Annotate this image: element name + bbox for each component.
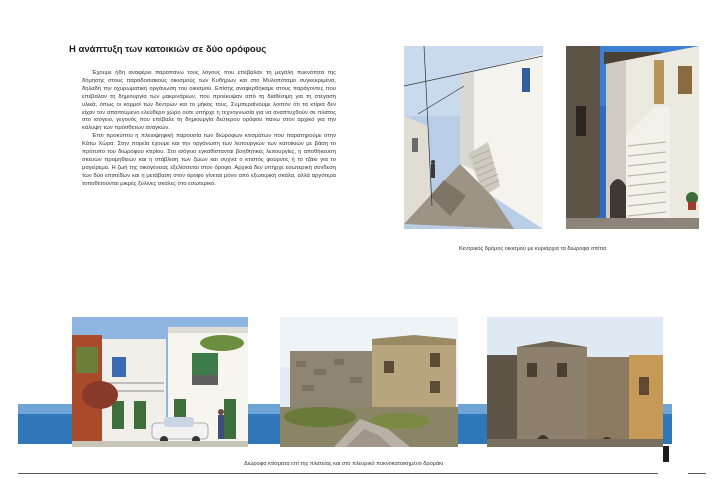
paragraph-2: Έτσι προκύπτει η πλειοψηφική παρουσία των διώροφων κτισμάτων που παρατηρούμε στην Κάτω Χώρα. Στην πορεία έχουμε και την οργάνωση των λειτουργιών των κατοικιών με βάση το πρότυπο του διώροφου κτιρίου. Στο ισόγειο εγκαθίστανται βοηθητικές λειτουργίες, η αποθήκευση σκευών προμηθειών και η στάβλιση των ζώων και συχνά ο κτιστός φούρνος ή το τζάκι για το μαγείρεμα. Η ζωή της οικογένειας εξελίσσεται στον όροφο. Αρχικά δεν υπήρχε εσωτερική σύνδεση των δύο επιπέδων και η μετάβαση στον όροφο γίνεται μόνο από εξωτερική σκάλα, αλλά αργότερα τοποθετούνται μικρές ξύλινες σκάλες στο εσωτερικό. (82, 133, 336, 187)
photo-ruins (280, 317, 458, 447)
page-title: Η ανάπτυξη των κατοικιών σε δύο ορόφους (69, 44, 267, 55)
photo-street-1 (404, 46, 543, 229)
footer-rule-end (688, 473, 706, 474)
photo-square (72, 317, 248, 447)
photo-alley (487, 317, 663, 447)
caption-bottom: Διώροφα κτίσματα επί της πλατείας και στο πλευρικό πυκνοκατοικημένο δρομάκι (244, 461, 444, 467)
photo-staircase (566, 46, 699, 229)
caption-top: Κεντρικός δρόμος οικισμού με κυριάρχια τα διώροφα σπίτια (459, 246, 607, 252)
body-text (82, 70, 336, 189)
page-marker (663, 446, 669, 462)
footer-rule (18, 473, 658, 474)
paragraph-1: Έχουμε ήδη αναφέρει παραπάνω τους λόγους που επέβαλαν τη μεγάλη πυκνότητα της δόμησης στους παραδοσιακούς οικισμούς των Κυθήρων και στο Μυλοπόταμο συγκεκριμένα, δηλαδή την οχυρωματική οργάνωση του οικισμού. Επίσης αναφερθήκαμε στους παράγοντες που επέβαλαν τη δημιουργία των μακρινάριων, που προέκυψαν από τη διαθέσιμη για τη στέγαση υλικά, όπως οι κορμοί των δέντρων και το μήκος τους. Συμπεραίνουμε λοιπόν ότι τα κτίρια δεν είχαν τον απαιτούμενο ελεύθερο χώρο ούτε υπήρχε η τεχνογνωσία για να αναπτυχθούν σε πλάτος στο ισόγειο, γεγονός που επέβαλε τη δημιουργία δεύτερου ορόφου πάνω στον αρχικό για την κάλυψη των πρόσθετων αναγκών. (82, 70, 336, 132)
